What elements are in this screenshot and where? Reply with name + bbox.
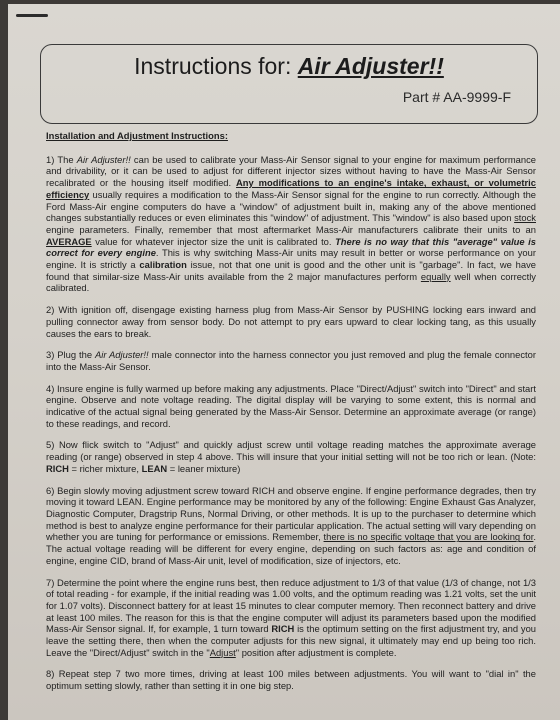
step-1-text: . This is why switching Mass-Air units may result in better or worse performance on your engine. It is strictly a <box>46 247 536 271</box>
step-1-text: value for whatever injector size the unit is calibrated to. <box>91 235 336 247</box>
step-1-product: Air Adjuster!! <box>76 153 131 165</box>
step-1-text: 1) The <box>46 153 77 165</box>
step-7-rich: RICH <box>271 623 295 635</box>
step-1-calibration: calibration <box>139 259 187 271</box>
step-1-text: engine parameters. Finally, remember that most aftermarket Mass-Air manufacturers calibrate their units to an <box>46 223 536 235</box>
step-1-average: AVERAGE <box>46 235 92 247</box>
product-name: Air Adjuster!! <box>297 53 444 79</box>
instructions-body <box>46 130 536 702</box>
step-1-equally: equally <box>420 270 451 282</box>
step-3-text: male connector into the harness connector you just removed and plug the female connector into the Mass-Air Sensor. <box>46 349 536 372</box>
step-6 <box>46 485 536 567</box>
step-6-emphasis: there is no specific voltage that you are looking for <box>323 531 534 543</box>
step-1-text: well when correctly calibrated. <box>46 270 536 294</box>
step-1-emphasis: Any modifications to an engine's intake, exhaust, or volumetric efficiency <box>46 177 536 200</box>
step-8: 8) Repeat step 7 two more times, driving at least 100 miles between adjustments. You will want to "dial in" the optimum setting slowly, rather than setting it in one big step. <box>46 668 536 692</box>
step-1-text: can be used to calibrate your Mass-Air Sensor signal to your engine for maximum performance and drivability, or it can be used to adjust for different injector sizes without having to have the Mass-Air Sensor recalibrated or the housing itself modified. <box>46 153 536 189</box>
part-number: Part # AA-9999-F <box>402 89 511 105</box>
step-6-text: 6) Begin slowly moving adjustment screw toward RICH and observe engine. If engine performance degrades, then try moving it toward LEAN. Engine performance may be monitored by any of the following: Engine Exhaust Gas Analyzer, Diagnostic Computer, Dragstrip Runs, Normal Driving, or other methods. It is up to the purchaser to determine which method is best to analyze engine performance for their particular application. The actual setting will vary depending on whether you are tuning for performance or emissions. Remember, <box>46 484 536 543</box>
step-3-text: 3) Plug the <box>46 349 95 361</box>
step-1-warning: There is no way that this "average" value is correct for every engine <box>46 235 536 259</box>
step-7-text: is the optimum setting on the first adjustment try, and you leave the setting there, then when the computer adjusts for this new signal, it ultimately may end up being too rich. Leave the "Direct/Adjust" switch in the " <box>46 623 536 658</box>
instruction-sheet <box>8 4 560 720</box>
step-7 <box>46 577 536 659</box>
step-2: 2) With ignition off, disengage existing harness plug from Mass-Air Sensor by PUSHING locking ears inward and pulling connector away from sensor body. Do not attempt to pry ears upward to clear locking tang, as this usually causes the ears to break. <box>46 304 536 339</box>
title-box <box>40 44 538 124</box>
pen-mark <box>16 14 48 17</box>
step-5 <box>46 439 536 474</box>
section-heading: Installation and Adjustment Instructions: <box>46 130 228 141</box>
step-6-text: . The actual voltage reading will be different for every engine, depending on such factors as: age and condition of engine, engine CID, brand of Mass-Air unit, level of modification, size of injectors, etc. <box>46 531 536 566</box>
step-7-text: " position after adjustment is complete. <box>235 646 397 658</box>
title-prefix: Instructions for: <box>134 53 298 79</box>
step-5-text: = richer mixture, <box>68 462 142 474</box>
document-title <box>41 53 537 80</box>
step-5-text: 5) Now flick switch to "Adjust" and quickly adjust screw until voltage reading matches the approximate average reading (or range) observed in step 4 above. This will insure that your initial setting will not be too rich or lean. (Note: <box>46 439 536 463</box>
step-5-lean: LEAN <box>141 462 168 474</box>
step-7-text: 7) Determine the point where the engine runs best, then reduce adjustment to 1/3 of that value (1/3 of change, not 1/3 of total reading - for example, if the initial reading was 1.00 volts, and the optimum reading was 1.21 volts, set the unit for 1.07 volts). Disconnect battery for at least 15 minutes to clear computer memory. Then reconnect battery and drive at least 100 miles. The reason for this is that the engine computer will adjust its parameters based upon the modified Mass-Air Sensor signal. If, for example, 1 turn toward <box>46 576 536 635</box>
step-1-stock: stock <box>514 212 536 224</box>
step-1-text: usually requires a modification to the Mass-Air Sensor signal for the engine to run correctly. Although the Ford Mass-Air engine computers do have a "window" of adjustment built in, making any of the above mentioned changes substantially reduces or even eliminates this "window" of adjustment. This "window" is also based upon <box>46 188 536 224</box>
step-1 <box>46 154 536 294</box>
step-3 <box>46 349 536 372</box>
step-1-text: issue, not that one unit is good and the other unit is "garbage". In fact, we have found that similar-size Mass-Air units available from the 2 major manufactures perform <box>46 259 536 282</box>
step-4: 4) Insure engine is fully warmed up before making any adjustments. Place "Direct/Adjust" switch into "Direct" and start engine. Observe and note voltage reading. The digital display will be varying to some extent, this is normal and indicative of the actual signal being generated by the Mass-Air Sensor. Determine an approximate average (or range) to these readings, and record. <box>46 382 536 429</box>
step-5-text: = leaner mixture) <box>167 462 241 474</box>
step-3-product: Air Adjuster!! <box>94 349 149 361</box>
step-7-adjust: Adjust <box>209 646 236 658</box>
step-5-rich: RICH <box>46 462 69 474</box>
